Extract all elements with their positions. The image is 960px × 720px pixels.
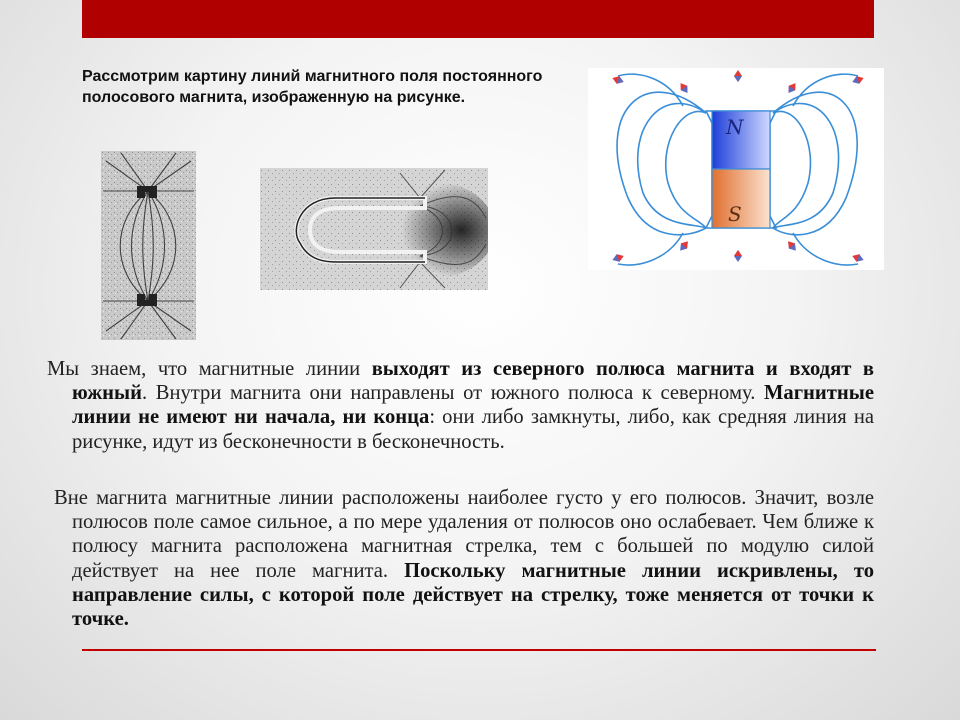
horseshoe-magnet-filings-image (260, 168, 488, 290)
north-pole-label: N (726, 115, 744, 139)
paragraph-field-lines: Мы знаем, что магнитные линии выходят из северного полюса магнита и входят в южный. Внутри магнита они направлены от южного полюса к северному. Магнитные линии не имеют ни начала, ни конца: они либо замкнуты, либо, как средняя линия на рисунке, идут из бесконечности в бесконечность. (47, 358, 874, 453)
bottom-divider (82, 649, 876, 651)
bar-magnet-filings-image (101, 151, 196, 340)
magnetic-field-diagram (588, 68, 884, 270)
intro-text: Рассмотрим картину линий магнитного поля постоянного полосового магнита, изображенную на рисунке. (82, 68, 543, 106)
south-pole-label: S (728, 202, 742, 226)
paragraph-field-strength: Вне магнита магнитные линии расположены наиболее густо у его полюсов. Значит, возле полюсов поле самое сильное, а по мере удаления от полюсов оно ослабевает. Чем ближе к полюсу магнита расположена магнитная стрелка, тем с большей по модулю силой действует на нее поле магнита. Поскольку магнитные линии искривлены, то направление силы, с которой поле действует на стрелку, тоже меняется от точки к точке. (54, 487, 874, 631)
title-bar (82, 0, 874, 38)
